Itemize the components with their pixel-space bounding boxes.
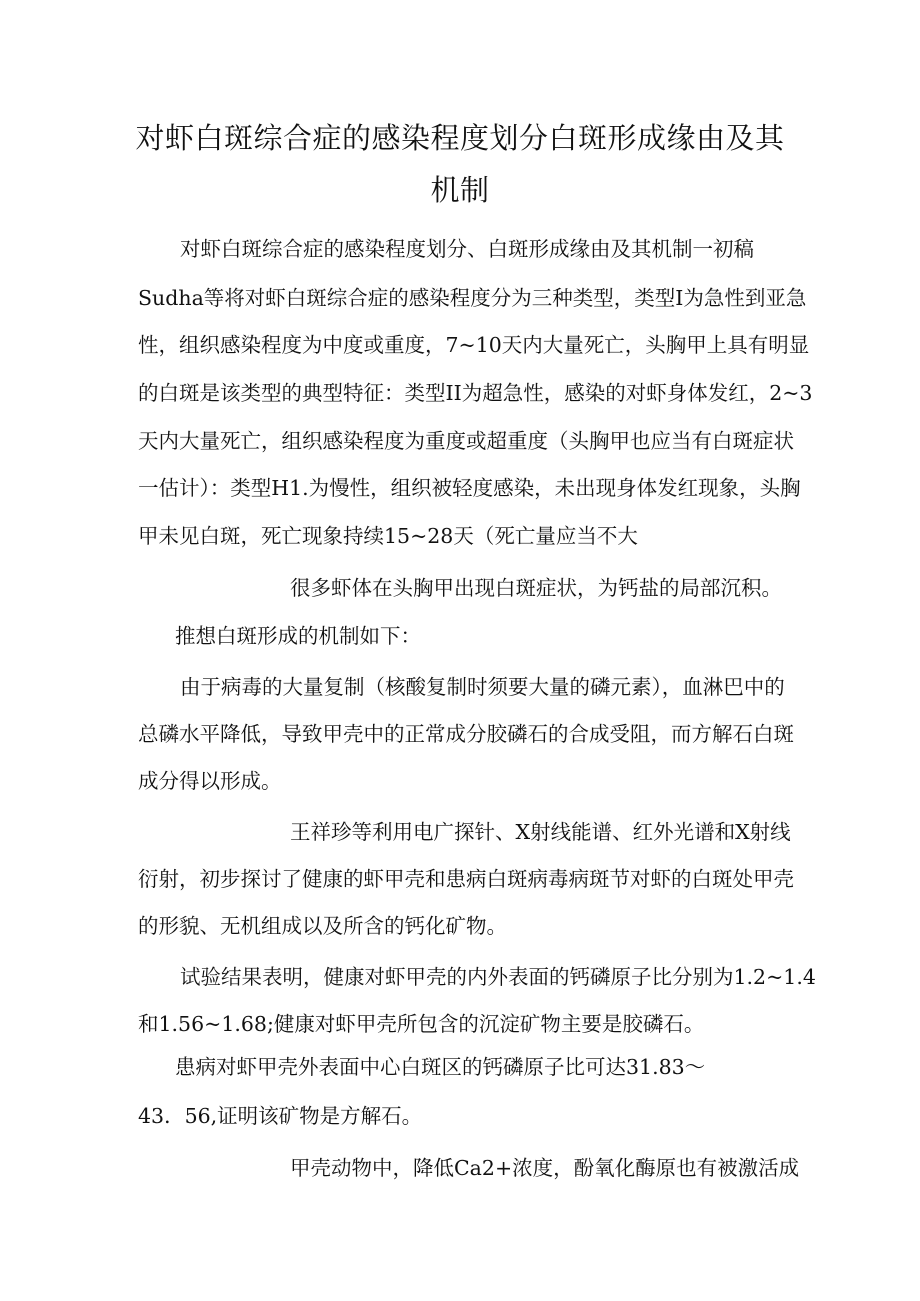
paragraph-line: 由于病毒的大量复制（核酸复制时须要大量的磷元素），血淋巴中的 (180, 675, 785, 699)
paragraph-line: 性，组织感染程度为中度或重度，7~10天内大量死亡，头胸甲上具有明显 (138, 333, 810, 357)
paragraph-line: 43．56,证明该矿物是方解石。 (138, 1104, 423, 1128)
paragraph-line: 总磷水平降低，导致甲壳中的正常成分胶磷石的合成受阻，而方解石白斑 (138, 722, 794, 746)
paragraph-line: 天内大量死亡，组织感染程度为重度或超重度（头胸甲也应当有白斑症状 (138, 429, 794, 453)
paragraph-line: 甲壳动物中，降低Ca2+浓度，酚氧化酶原也有被激活成 (290, 1156, 800, 1180)
paragraph-line: 患病对虾甲壳外表面中心白斑区的钙磷原子比可达31.83～ (175, 1055, 706, 1079)
paragraph-line: Sudha等将对虾白斑综合症的感染程度分为三种类型，类型I为急性到亚急 (138, 286, 807, 310)
paragraph-line: 的形貌、无机组成以及所含的钙化矿物。 (138, 914, 507, 938)
paragraph-line: 推想白斑形成的机制如下： (175, 624, 421, 648)
paragraph-line: 的白斑是该类型的典型特征：类型II为超急性，感染的对虾身体发红，2~3 (138, 381, 813, 405)
paragraph-line: 王祥珍等利用电广探针、X射线能谱、红外光谱和X射线 (290, 820, 791, 844)
paragraph-line: 甲未见白斑，死亡现象持续15~28天（死亡量应当不大 (138, 524, 638, 548)
paragraph-line: 很多虾体在头胸甲出现白斑症状，为钙盐的局部沉积。 (290, 576, 782, 600)
paragraph-line: 对虾白斑综合症的感染程度划分、白斑形成缘由及其机制一初稿 (180, 237, 754, 261)
paragraph-line: 衍射，初步探讨了健康的虾甲壳和患病白斑病毒病斑节对虾的白斑处甲壳 (138, 867, 794, 891)
title-line-2: 机制 (430, 173, 490, 207)
paragraph-line: 成分得以形成。 (138, 769, 282, 793)
document-title (120, 112, 800, 216)
paragraph-line: 一估计）：类型H1.为慢性，组织被轻度感染，未出现身体发红现象，头胸 (138, 476, 801, 500)
paragraph-line: 和1.56~1.68;健康对虾甲壳所包含的沉淀矿物主要是胶磷石。 (138, 1012, 705, 1036)
paragraph-line: 试验结果表明，健康对虾甲壳的内外表面的钙磷原子比分别为1.2~1.4 (180, 965, 816, 989)
title-line-1: 对虾白斑综合症的感染程度划分白斑形成缘由及其 (135, 121, 785, 155)
